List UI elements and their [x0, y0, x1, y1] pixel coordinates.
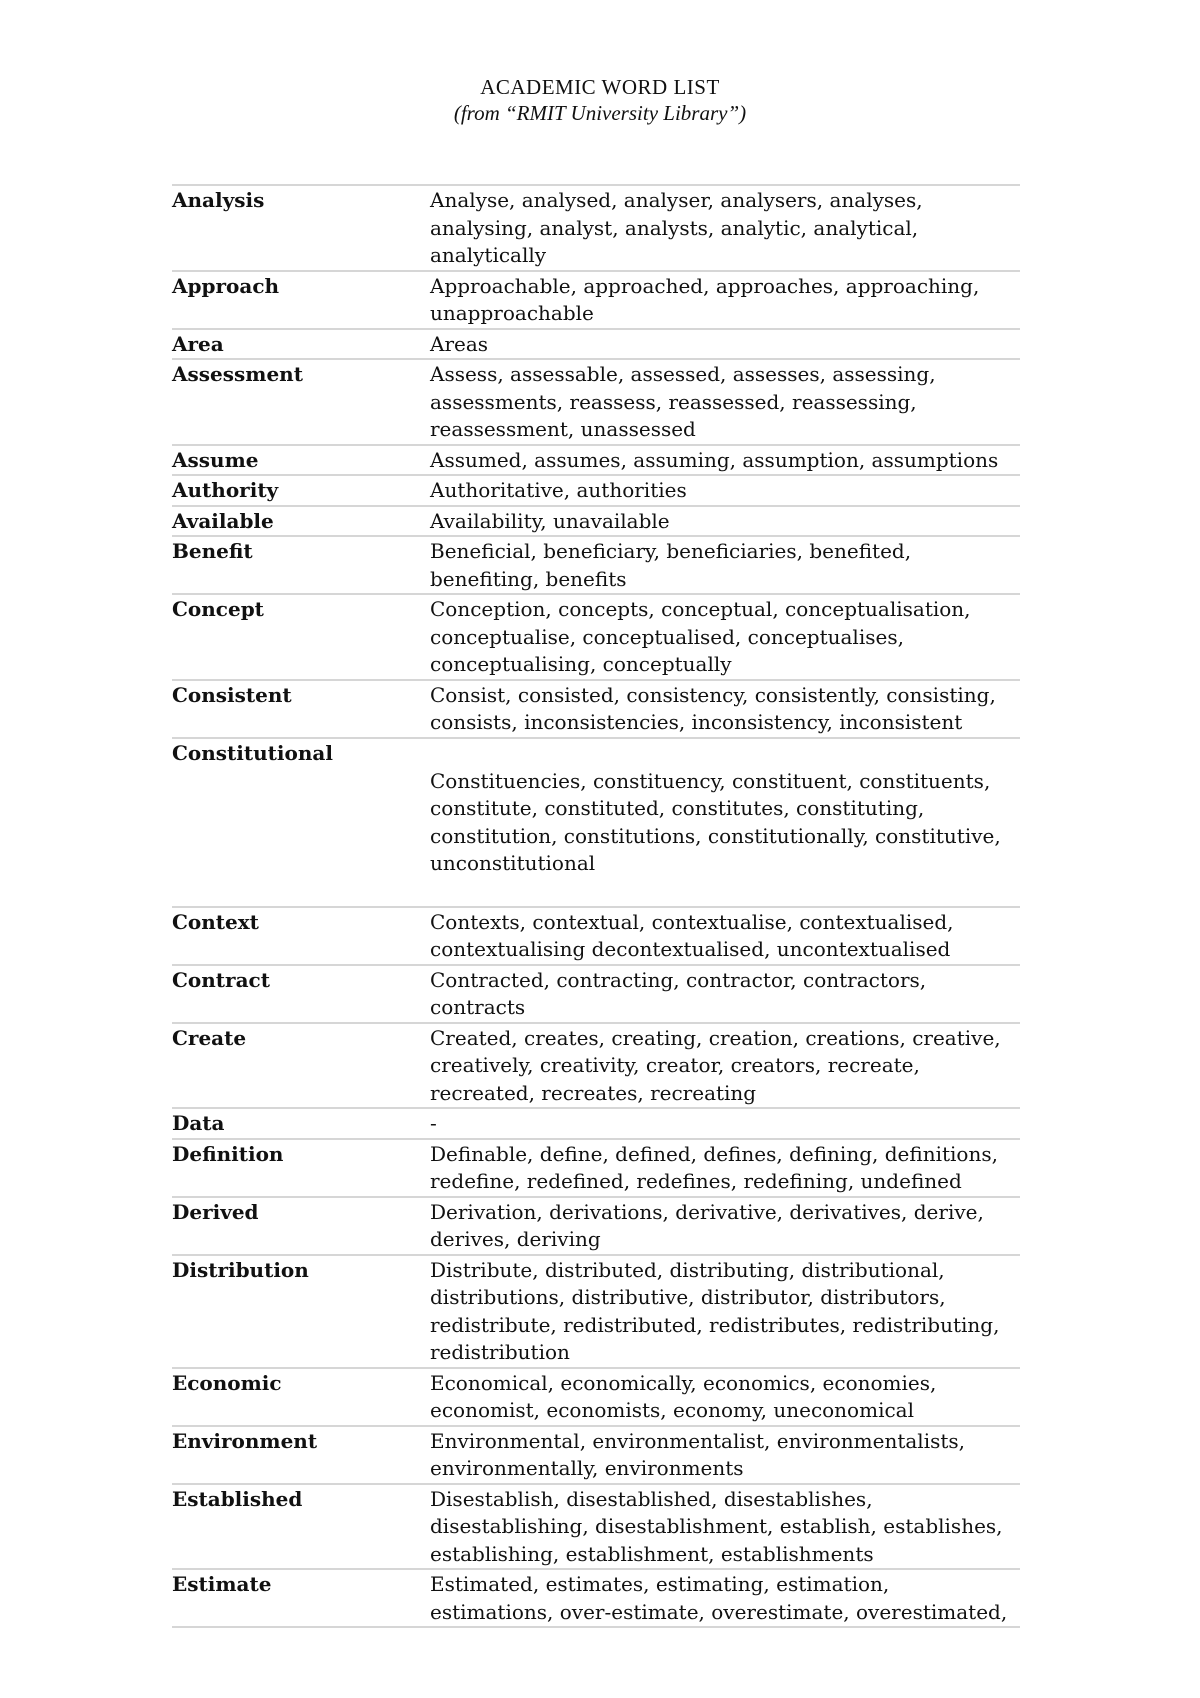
headword: Definition — [172, 1141, 284, 1166]
word-family: Economical, economically, economics, economies, economist, economists, economy, uneconomical — [430, 1370, 937, 1422]
word-family: Distribute, distributed, distributing, distributional, distributions, distributive, distributor, distributors, redistribute, redistributed, redistributes, redistributing, redistribution — [430, 1257, 1000, 1364]
word-family: Created, creates, creating, creation, creations, creative, creatively, creativity, creator, creators, recreate, recreated, recreates, recreating — [430, 1025, 1001, 1105]
table-row — [172, 476, 1020, 507]
headword: Constitutional — [172, 740, 333, 765]
word-family: Conception, concepts, conceptual, conceptualisation, conceptualise, conceptualised, conceptualises, conceptualising, conceptually — [430, 597, 971, 676]
table-row — [172, 908, 1020, 966]
table-row — [172, 1256, 1020, 1369]
table-row — [172, 537, 1020, 595]
word-family: Disestablish, disestablished, disestablishes, disestablishing, disestablishment, establish, establishes, establishing, establishment, establishments — [430, 1486, 1003, 1566]
headword: Area — [172, 331, 224, 356]
table-row — [172, 1024, 1020, 1110]
word-family: Areas — [430, 331, 489, 356]
word-list-table — [172, 184, 1020, 1628]
headword: Distribution — [172, 1257, 309, 1282]
word-family: Contexts, contextual, contextualise, contextualised, contextualising decontextualised, uncontextualised — [430, 909, 954, 961]
headword: Contract — [172, 967, 270, 992]
word-family: Authoritative, authorities — [430, 478, 687, 502]
headword: Consistent — [172, 682, 292, 707]
headword: Environment — [172, 1428, 318, 1453]
word-family: - — [430, 1111, 437, 1135]
headword: Approach — [172, 273, 280, 298]
table-row — [172, 272, 1020, 330]
word-family: Availability, unavailable — [430, 508, 670, 533]
headword: Authority — [172, 478, 279, 502]
document-subtitle: (from “RMIT University Library”) — [453, 101, 747, 125]
word-family: Contracted, contracting, contractor, contractors, contracts — [430, 967, 927, 1019]
table-row — [172, 739, 1020, 908]
document-title: ACADEMIC WORD LIST — [480, 75, 720, 99]
headword: Established — [172, 1486, 303, 1511]
headword: Create — [172, 1025, 247, 1050]
word-family: Definable, define, defined, defines, defining, definitions, redefine, redefined, redefines, redefining, undefined — [430, 1141, 998, 1193]
title-block — [0, 74, 1200, 126]
word-family: Constituencies, constituency, constituent, constituents, constitute, constituted, constitutes, constituting, constitution, constitutions, constitutionally, constitutive, unconstitutional — [430, 768, 1001, 875]
table-row — [172, 1140, 1020, 1198]
headword: Analysis — [172, 188, 265, 212]
word-family: Estimated, estimates, estimating, estimation, estimations, over-estimate, overestimate, overestimated, — [430, 1572, 1008, 1624]
table-row — [172, 1570, 1020, 1628]
word-family: Consist, consisted, consistency, consistently, consisting, consists, inconsistencies, inconsistency, inconsistent — [430, 682, 996, 734]
word-family: Analyse, analysed, analyser, analysers, analyses, analysing, analyst, analysts, analytic, analytical, analytically — [430, 188, 923, 267]
table-row — [172, 966, 1020, 1024]
headword: Derived — [172, 1199, 259, 1224]
table-row — [172, 186, 1020, 272]
table-row — [172, 507, 1020, 538]
word-family: Environmental, environmentalist, environmentalists, environmentally, environments — [430, 1428, 966, 1480]
headword: Assume — [172, 447, 259, 472]
table-row — [172, 360, 1020, 446]
headword: Concept — [172, 597, 264, 621]
table-row — [172, 1485, 1020, 1571]
headword: Context — [172, 909, 259, 934]
headword: Available — [172, 508, 274, 533]
table-row — [172, 1109, 1020, 1140]
headword: Data — [172, 1111, 225, 1135]
headword: Benefit — [172, 539, 253, 563]
word-family: Derivation, derivations, derivative, derivatives, derive, derives, deriving — [430, 1199, 984, 1251]
headword: Assessment — [172, 362, 303, 386]
word-family: Approachable, approached, approaches, approaching, unapproachable — [430, 273, 980, 325]
table-row — [172, 595, 1020, 681]
table-row — [172, 1369, 1020, 1427]
word-family: Assess, assessable, assessed, assesses, assessing, assessments, reassess, reassessed, reassessing, reassessment, unassessed — [430, 362, 936, 441]
table-row — [172, 330, 1020, 361]
word-family: Assumed, assumes, assuming, assumption, assumptions — [430, 447, 999, 472]
table-row — [172, 446, 1020, 477]
headword: Economic — [172, 1370, 282, 1395]
table-row — [172, 1427, 1020, 1485]
table-row — [172, 1198, 1020, 1256]
headword: Estimate — [172, 1572, 272, 1596]
table-row — [172, 681, 1020, 739]
word-family: Beneficial, beneficiary, beneficiaries, benefited, benefiting, benefits — [430, 539, 912, 591]
